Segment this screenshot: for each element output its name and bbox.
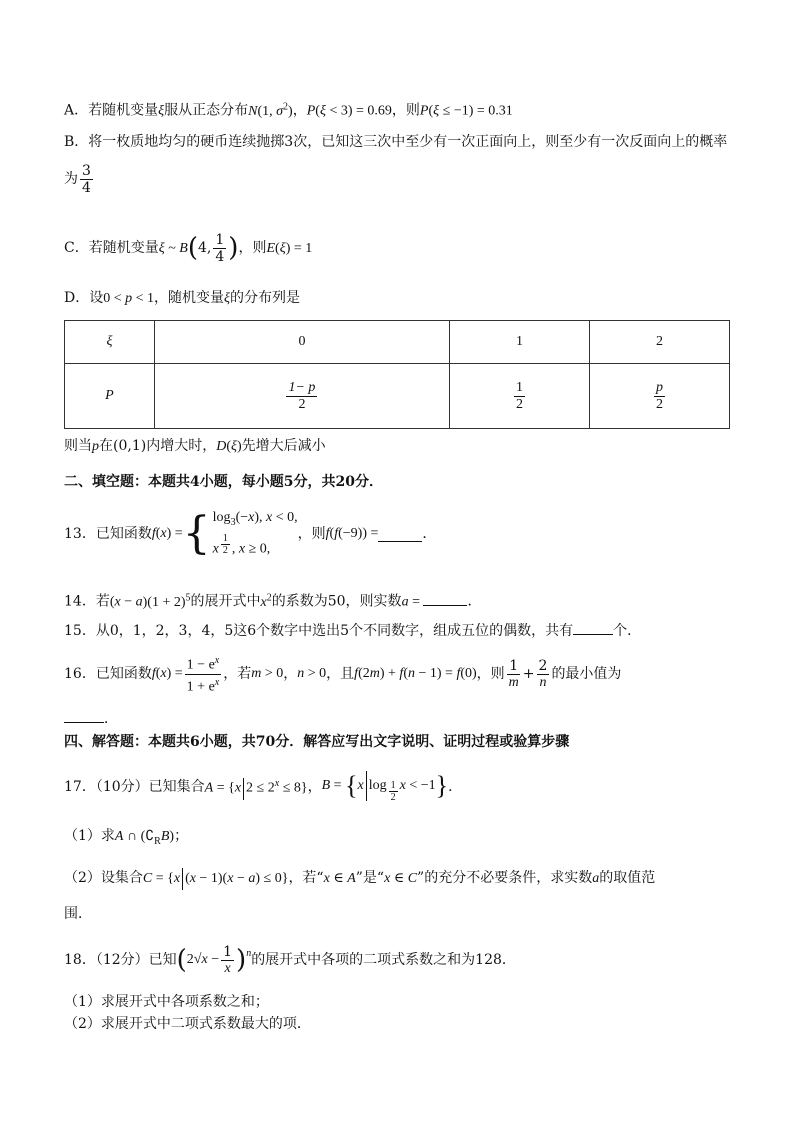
math-n: n > 0	[297, 666, 327, 681]
text: 内增大时，	[146, 438, 217, 454]
q17-p2c: ”的充分不必要条件，求实数	[417, 870, 593, 887]
math-normal-dist: N(1, $\sigma^2$)	[248, 101, 293, 119]
q16-text2: ，	[283, 666, 298, 682]
question-18	[64, 940, 730, 980]
option-d-text: ，随机变量	[154, 290, 225, 306]
option-b-pre: 为	[64, 171, 78, 187]
option-a	[64, 97, 730, 122]
option-a-label: A．若随机变量	[64, 102, 159, 119]
q16-text: ，若	[223, 666, 252, 682]
paren-close: )	[228, 233, 239, 263]
q17-p1: （1）求	[64, 828, 115, 844]
answer-blank[interactable]	[64, 708, 104, 723]
table-row	[65, 321, 730, 364]
math-binomial-expr: 2√x −	[186, 952, 220, 967]
table-cell	[450, 364, 590, 429]
question-17-part-2-cont	[64, 904, 730, 924]
option-a-text: 服从正态分布	[164, 102, 249, 119]
option-d	[64, 288, 730, 309]
q13-label: 13．已知函数	[64, 526, 152, 542]
option-d-text2: 的分布列是	[230, 290, 301, 306]
question-18-part-2: （2）求展开式中二项式系数最大的项．	[64, 1016, 311, 1032]
q18-label: 18．（12分）已知	[64, 952, 177, 968]
math-p: p	[92, 439, 99, 454]
math-a: a	[592, 871, 600, 887]
table-cell: ξ	[65, 321, 155, 364]
math-exponent-n: n	[246, 948, 252, 959]
option-c-then: ，则	[238, 240, 267, 256]
math-fx: f(x) =	[151, 526, 183, 541]
paren-open: (	[187, 233, 199, 263]
option-b-text: B．将一枚质地均匀的硬币连续抛掷3次，已知这三次中至少有一次正面向上，则至少有一次反面向上的概率	[64, 134, 728, 150]
case-1: $\log_3(-x)$, x < 0,	[212, 510, 298, 529]
fraction-den: 2	[516, 396, 524, 412]
q17-p2d: 的取值范	[599, 870, 656, 887]
math-set-b: B = {x log $_{\frac{1}{2}}$ x < −1}	[321, 771, 449, 803]
piecewise-cases	[213, 508, 298, 559]
q14-label: 14．若	[64, 593, 110, 610]
option-a-then: ，则	[391, 102, 420, 119]
piecewise-function	[183, 508, 298, 559]
paren-open: (	[176, 945, 187, 975]
answer-blank[interactable]	[573, 620, 613, 635]
fraction-1-x: $\frac{1}{x}$	[223, 943, 233, 976]
math-fx: f(x) =	[151, 666, 183, 681]
q15-end: 个．	[613, 623, 642, 639]
q14-end: ．	[467, 593, 482, 610]
q16-text5: 的最小值为	[551, 666, 622, 682]
table-cell: P	[65, 364, 155, 429]
q16-end: ．	[104, 711, 118, 727]
q17-p2: （2）设集合	[64, 870, 143, 887]
q13-text: ，则	[297, 526, 326, 542]
q18-text: 的展开式中各项的二项式系数之和为128．	[251, 952, 516, 968]
math-condition: f(2m) + f(n − 1) = f(0)	[354, 666, 477, 681]
math-prob-2: P(ξ ≤ −1) = 0.31	[419, 103, 513, 119]
fraction-num: 3	[82, 162, 91, 179]
math-interval: (0,1)	[113, 438, 147, 454]
option-b-cont	[64, 162, 730, 196]
math-x-in-a: x ∈ A	[323, 871, 356, 887]
math-set-a: A = {x $2 \le 2^x \le 8$}	[205, 774, 308, 799]
text: 先增大后减小	[241, 438, 326, 454]
q16-text4: ，则	[476, 666, 505, 682]
question-15	[64, 620, 730, 641]
q17-p1-end: ；	[174, 828, 189, 844]
fraction-three-quarters	[80, 163, 93, 196]
q14-text2: 的系数为50，则实数	[271, 593, 402, 610]
fraction-den: 2	[656, 396, 663, 412]
answer-blank[interactable]	[378, 527, 422, 542]
paren-close: )	[236, 945, 247, 975]
fraction-num: 1	[516, 379, 524, 395]
q13-end: ．	[422, 526, 437, 542]
math-xi: ξ	[158, 103, 165, 119]
table-row	[65, 364, 730, 429]
question-16: 16．已知函数 f(x) = $\frac{1 - e^x}{1 + e^x}$ ，若 m > 0 ， n > 0 ，且 f(2m) + f(n − 1) = f(0) ，则 $\frac{1}{m}$ + $\frac{2}{n}$ 的最小值为	[64, 654, 622, 695]
brace-icon: {	[182, 508, 211, 559]
q17-end: ．	[448, 779, 463, 795]
table-cell	[154, 364, 449, 429]
math-ffx: f(f(−9)) =	[325, 526, 379, 541]
math-expectation: E(ξ) = 1	[266, 241, 313, 256]
question-17-part-2	[64, 868, 730, 890]
fraction-num: p	[656, 379, 663, 395]
fraction-1-m: $\frac{1}{m}$	[508, 657, 519, 690]
text: 则当	[64, 438, 92, 454]
math-xi: ξ	[224, 291, 231, 306]
q17-p2a: ，若“	[288, 870, 324, 887]
math-variance: D(ξ)	[216, 439, 242, 454]
fraction-one-quarter: $\frac{1}{4}$	[215, 231, 225, 265]
math-binomial: ξ ~ B	[158, 241, 188, 256]
distribution-table	[64, 320, 730, 429]
option-d-label: D．设	[64, 290, 104, 306]
math-set-c: C = {x (x − 1)(x − a) ≤ 0}	[143, 871, 289, 886]
math-m: m > 0	[251, 666, 284, 681]
fraction-2-n: $\frac{2}{n}$	[538, 657, 548, 690]
question-17	[64, 768, 730, 806]
math-prob-1: P(ξ < 3) = 0.69	[306, 103, 392, 119]
math-intersection: A ∩ $(∁_RB)$	[114, 829, 175, 847]
option-b	[64, 132, 730, 152]
text: 在	[99, 438, 113, 454]
question-13	[64, 506, 730, 562]
option-c	[64, 230, 730, 267]
q17-text: ，	[307, 779, 322, 795]
fraction-den: 2	[298, 396, 306, 412]
fraction-num: 1− p	[288, 379, 316, 395]
table-cell: 2	[590, 321, 730, 364]
section-heading-fill-in: 二、填空题：本题共4小题，每小题5分，共20分．	[64, 474, 383, 490]
q16-label: 16．已知函数	[64, 666, 152, 682]
q17-label: 17．（10分）已知集合	[64, 779, 205, 795]
math-x-squared: $x^2$	[260, 592, 272, 610]
math-expansion: $(x - a)(1 + 2)^5$	[109, 592, 191, 610]
option-a-sep: ，	[292, 102, 307, 119]
math-four: 4,	[198, 240, 212, 256]
question-18-part-1: （1）求展开式中各项系数之和；	[64, 994, 269, 1010]
question-16-cont	[64, 708, 730, 729]
table-cell	[590, 364, 730, 429]
fraction-den: 4	[82, 179, 91, 196]
q17-p2e: 围．	[64, 906, 92, 922]
q17-p2b: ”是“	[355, 870, 385, 887]
table-cell: 0	[154, 321, 449, 364]
q16-text3: ，且	[326, 666, 355, 682]
math-p-range: 0 < p < 1	[103, 291, 155, 306]
question-17-part-1	[64, 826, 730, 852]
option-d-conclusion	[64, 436, 730, 457]
question-14	[64, 588, 730, 613]
answer-blank[interactable]	[423, 591, 467, 606]
fraction-function: $\frac{1 - e^x}{1 + e^x}$	[186, 654, 220, 695]
table-cell: 1	[450, 321, 590, 364]
q14-text: 的展开式中	[190, 593, 261, 610]
math-a: a =	[401, 594, 424, 610]
case-2: x $^{\frac{1}{2}}$ , x ≥ 0,	[212, 533, 271, 557]
math-x-in-c: x ∈ C	[384, 871, 418, 887]
option-c-label: C．若随机变量	[64, 240, 159, 256]
q15-text: 15．从0，1，2，3，4，5这6个数字中选出5个不同数字，组成五位的偶数，共有	[64, 623, 574, 639]
section-heading-solutions: 四、解答题：本题共6小题，共70分．解答应写出文字说明、证明过程或验算步骤	[64, 734, 570, 750]
